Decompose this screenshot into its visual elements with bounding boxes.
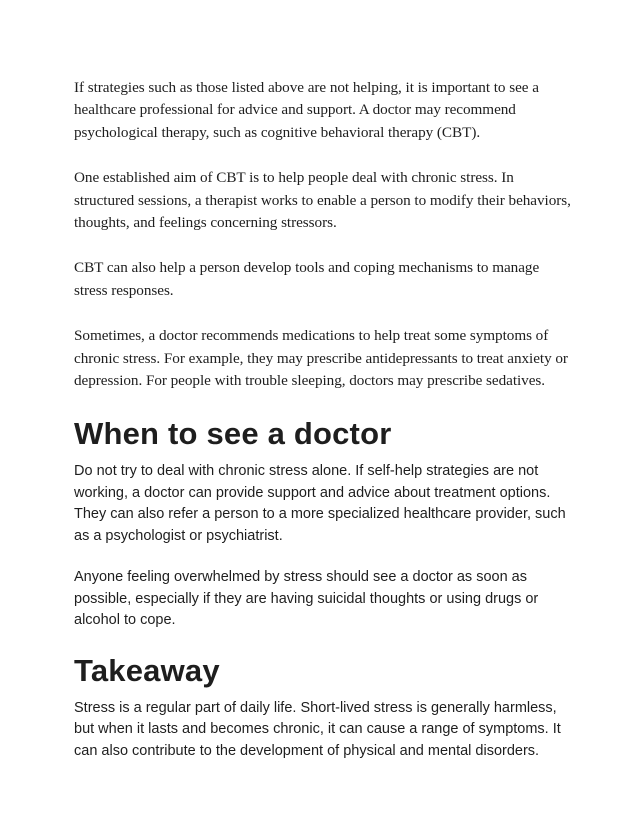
paragraph-medications: Sometimes, a doctor recommends medications to help treat some symptoms of chronic stress. For example, they may prescribe antidepressants to treat anxiety or depression. For people with trouble sleeping, doctors may prescribe sedatives.	[74, 327, 568, 390]
paragraph-cbt-aim: One established aim of CBT is to help people deal with chronic stress. In structured sessions, a therapist works to enable a person to modify their behaviors, thoughts, and feelings concerning stressors.	[74, 169, 571, 232]
heading-when-to-see-doctor: When to see a doctor	[74, 416, 392, 452]
paragraph-cbt-tools: CBT can also help a person develop tools and coping mechanisms to manage stress responses.	[74, 259, 540, 299]
paragraph-cbt-recommendation: If strategies such as those listed above are not helping, it is important to see a healthcare professional for advice and support. A doctor may recommend psychological therapy, such as cognitive behavioral therapy (CBT).	[74, 79, 539, 141]
document-page	[74, 77, 574, 782]
paragraph-not-alone: Do not try to deal with chronic stress alone. If self-help strategies are not working, a doctor can provide support and advice about treatment options. They can also refer a person to a more specialized healthcare provider, such as a psychologist or psychiatrist.	[74, 463, 566, 544]
heading-takeaway: Takeaway	[74, 652, 220, 688]
paragraph-takeaway: Stress is a regular part of daily life. Short-lived stress is generally harmless, but when it lasts and becomes chronic, it can cause a range of symptoms. It can also contribute to the development of physical and mental disorders.	[74, 699, 561, 759]
paragraph-overwhelmed: Anyone feeling overwhelmed by stress should see a doctor as soon as possible, especially if they are having suicidal thoughts or using drugs or alcohol to cope.	[74, 569, 539, 629]
